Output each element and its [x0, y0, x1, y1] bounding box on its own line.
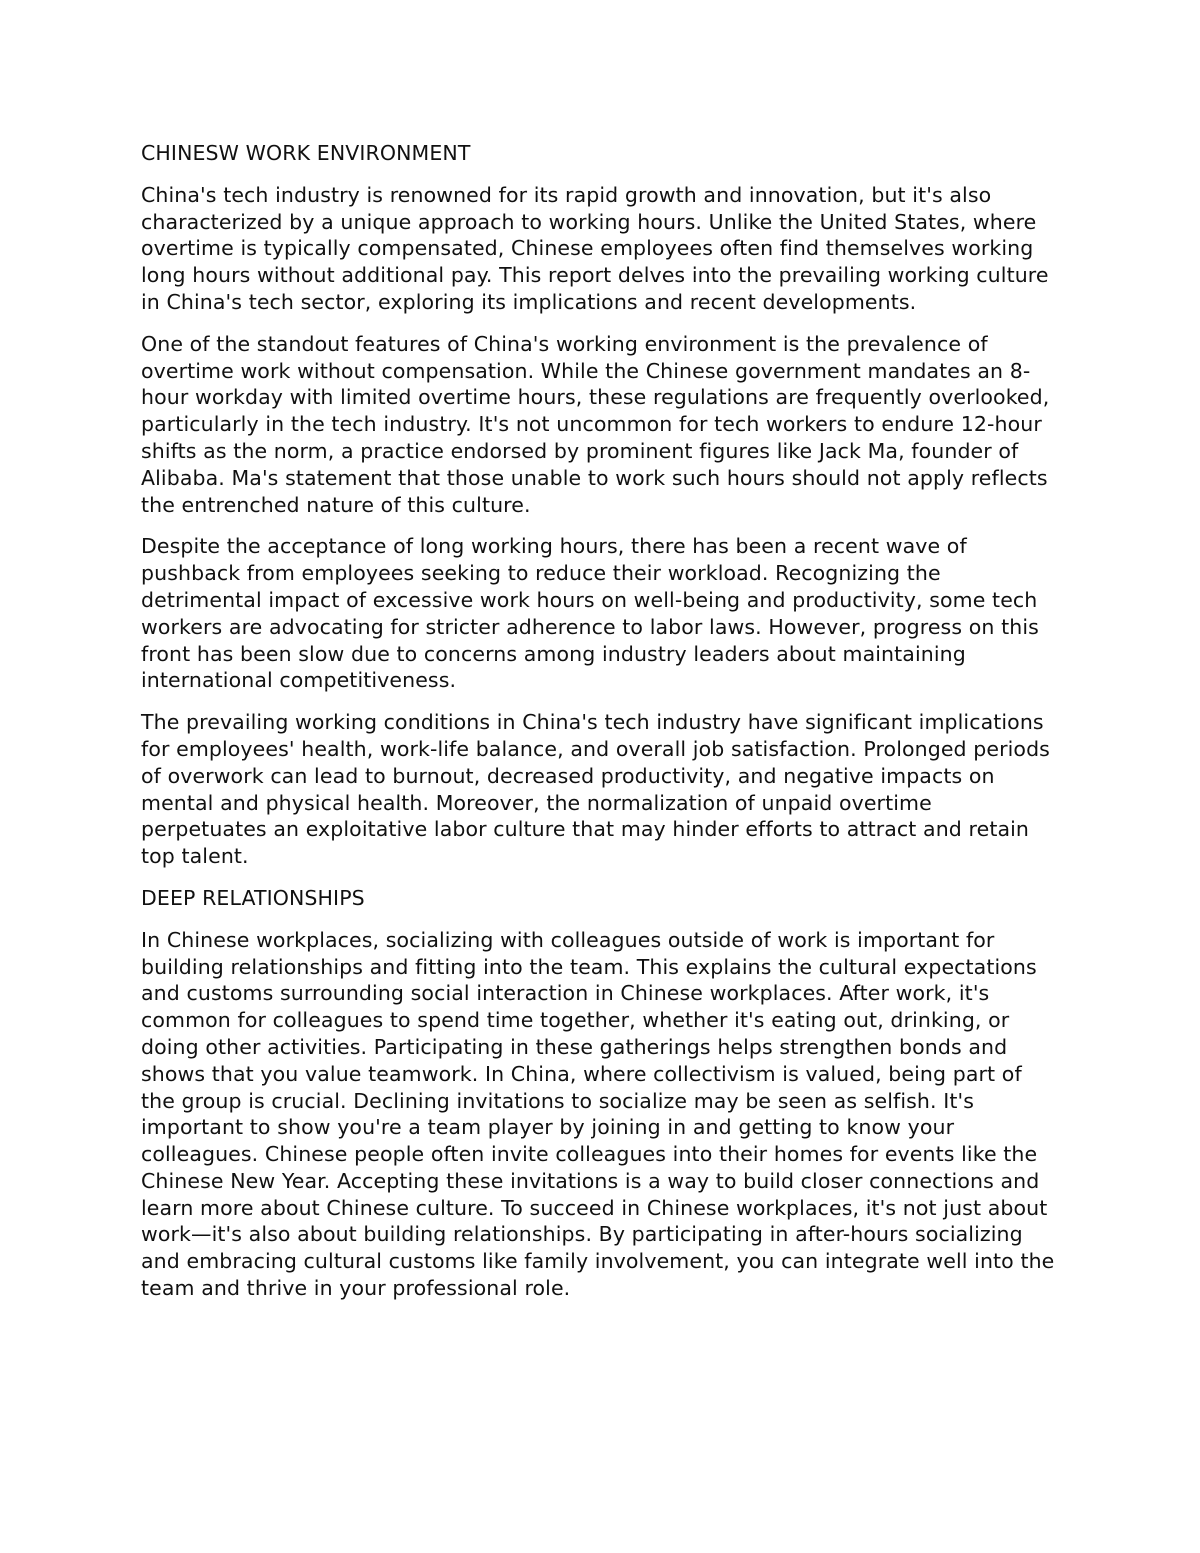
paragraph-overtime: One of the standout features of China's working environment is the prevalence of overtime work without compensation. While the Chinese government mandates an 8-hour workday with limited overtime hours, these regulations are frequently overlooked, particularly in the tech industry. It's not uncommon for tech workers to endure 12-hour shifts as the norm, a practice endorsed by prominent figures like Jack Ma, founder of Alibaba. Ma's statement that those unable to work such hours should not apply reflects the entrenched nature of this culture. [141, 331, 1050, 517]
paragraph-pushback: Despite the acceptance of long working hours, there has been a recent wave of pushback from employees seeking to reduce their workload. Recognizing the detrimental impact of excessive work hours on well-being and productivity, some tech workers are advocating for stricter adherence to labor laws. However, progress on this front has been slow due to concerns among industry leaders about maintaining international competitiveness. [141, 534, 1039, 693]
paragraph-socializing: In Chinese workplaces, socializing with colleagues outside of work is important for building relationships and fitting into the team. This explains the cultural expectations and customs surrounding social interaction in Chinese workplaces. After work, it's common for colleagues to spend time together, whether it's eating out, drinking, or doing other activities. Participating in these gatherings helps strengthen bonds and shows that you value teamwork. In China, where collectivism is valued, being part of the group is crucial. Declining invitations to socialize may be seen as selfish. It's important to show you're a team player by joining in and getting to know your colleagues. Chinese people often invite colleagues into their homes for events like the Chinese New Year. Accepting these invitations is a way to build closer connections and learn more about Chinese culture. To succeed in Chinese workplaces, it's not just about work—it's also about building relationships. By participating in after-hours socializing and embracing cultural customs like family involvement, you can integrate well into the team and thrive in your professional role. [141, 927, 1055, 1301]
section-heading-work-environment: CHINESW WORK ENVIRONMENT [141, 141, 471, 165]
document-page [141, 140, 1061, 1317]
paragraph-implications: The prevailing working conditions in China's tech industry have significant implications for employees' health, work-life balance, and overall job satisfaction. Prolonged periods of overwork can lead to burnout, decreased productivity, and negative impacts on mental and physical health. Moreover, the normalization of unpaid overtime perpetuates an exploitative labor culture that may hinder efforts to attract and retain top talent. [141, 710, 1050, 869]
paragraph-intro: China's tech industry is renowned for its rapid growth and innovation, but it's also characterized by a unique approach to working hours. Unlike the United States, where overtime is typically compensated, Chinese employees often find themselves working long hours without additional pay. This report delves into the prevailing working culture in China's tech sector, exploring its implications and recent developments. [141, 182, 1049, 314]
section-heading-deep-relationships: DEEP RELATIONSHIPS [141, 885, 365, 910]
